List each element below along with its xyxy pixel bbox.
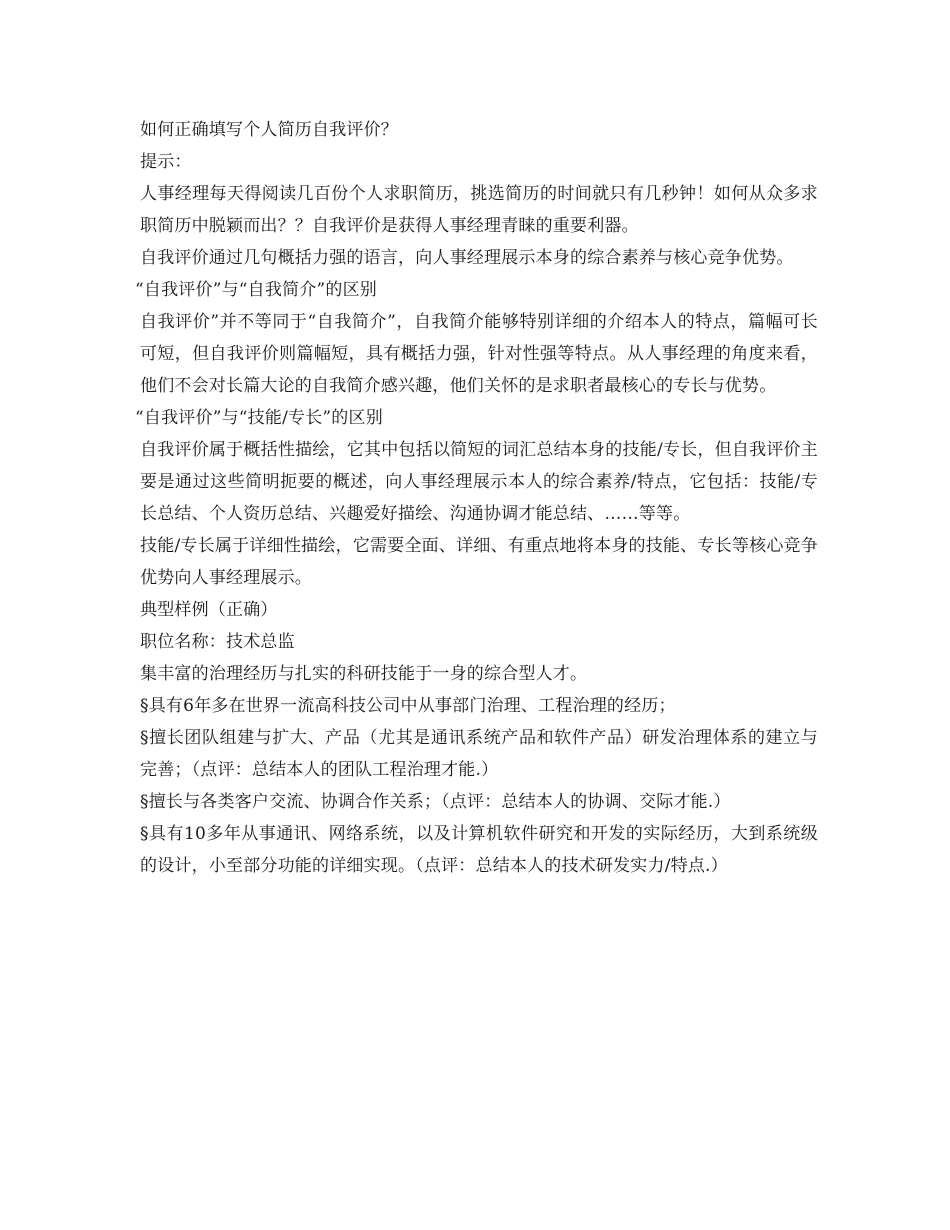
skills-paragraph: 技能/专长属于详细性描绘，它需要全面、详细、有重点地将本身的技能、专长等核心竞争优势向人事经理展示。 [140,536,818,588]
bullet-item: §擅长团队组建与扩大、产品（尤其是通讯系统产品和软件产品）研发治理体系的建立与完善；（点评：总结本人的团队工程治理才能.） [140,728,818,780]
intro-paragraph: 人事经理每天得阅读几百份个人求职简历，挑选简历的时间就只有几秒钟！如何从众多求职简历中脱颖而出？？自我评价是获得人事经理青睐的重要利器。 [140,184,818,236]
section-heading-vs-intro: “自我评价”与“自我简介”的区别 [135,280,377,300]
tip-label: 提示： [140,152,192,172]
definition-paragraph: 自我评价通过几句概括力强的语言，向人事经理展示本身的综合素养与核心竞争优势。 [140,248,794,268]
vs-intro-paragraph: 自我评价”并不等同于“自我简介”，自我简介能够特别详细的介绍本人的特点，篇幅可长可短，但自我评价则篇幅短，具有概括力强，针对性强等特点。从人事经理的角度来看，他们不会对长篇大论的自我简介感兴趣，他们关怀的是求职者最核心的专长与优势。 [140,312,818,396]
document-title: 如何正确填写个人简历自我评价？ [140,120,398,140]
vs-skills-paragraph: 自我评价属于概括性描绘，它其中包括以简短的词汇总结本身的技能/专长，但自我评价主要是通过这些简明扼要的概述，向人事经理展示本人的综合素养/特点，它包括：技能/专长总结、个人资历总结、兴趣爱好描绘、沟通协调才能总结、……等等。 [140,440,818,524]
summary-line: 集丰富的治理经历与扎实的科研技能于一身的综合型人才。 [140,664,588,684]
bullet-item: §具有6年多在世界一流高科技公司中从事部门治理、工程治理的经历； [140,696,676,716]
bullet-item: §具有10多年从事通讯、网络系统，以及计算机软件研究和开发的实际经历，大到系统级的设计，小至部分功能的详细实现。（点评：总结本人的技术研发实力/特点.） [140,824,818,876]
bullet-item: §擅长与各类客户交流、协调合作关系；（点评：总结本人的协调、交际才能.） [140,792,731,812]
job-title-line: 职位名称：技术总监 [140,632,295,652]
example-heading: 典型样例（正确） [140,600,278,620]
section-heading-vs-skills: “自我评价”与“技能/专长”的区别 [135,408,383,428]
document-body [135,114,818,882]
